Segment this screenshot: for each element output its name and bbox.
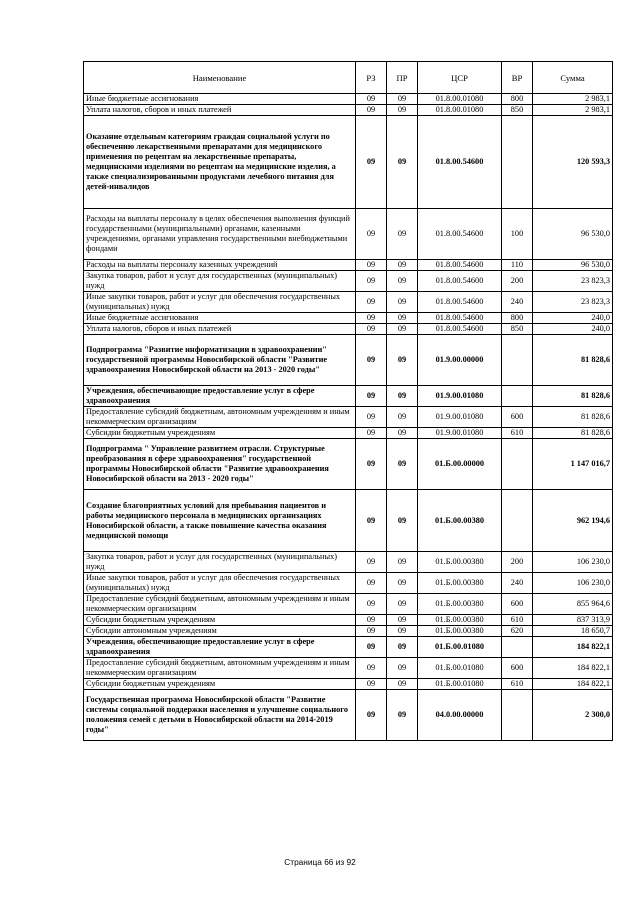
- cell-sum: 81 828,6: [533, 428, 613, 439]
- table-row: [84, 615, 613, 626]
- table-row: [84, 94, 613, 105]
- cell-csr: 01.Б.00.00380: [418, 626, 502, 637]
- table-row: [84, 637, 613, 658]
- cell-rz: 09: [356, 573, 387, 594]
- cell-vr: 800: [502, 94, 533, 105]
- header-csr: ЦСР: [418, 62, 502, 94]
- table-header-row: [84, 62, 613, 94]
- cell-sum: 184 822,1: [533, 637, 613, 658]
- cell-pr: 09: [387, 690, 418, 741]
- cell-pr: 09: [387, 209, 418, 260]
- cell-sum: 2 300,0: [533, 690, 613, 741]
- table-row: [84, 573, 613, 594]
- cell-pr: 09: [387, 94, 418, 105]
- cell-sum: 2 983,1: [533, 105, 613, 116]
- cell-vr: 110: [502, 260, 533, 271]
- cell-csr: 01.8.00.54600: [418, 271, 502, 292]
- cell-sum: 184 822,1: [533, 679, 613, 690]
- cell-pr: 09: [387, 439, 418, 490]
- table-row: [84, 116, 613, 209]
- cell-csr: 01.8.00.54600: [418, 260, 502, 271]
- cell-sum: 96 530,0: [533, 260, 613, 271]
- cell-name: Учреждения, обеспечивающие предоставление услуг в сфере здравоохранения: [84, 637, 356, 658]
- table-row: [84, 335, 613, 386]
- cell-vr: 850: [502, 105, 533, 116]
- table-row: [84, 324, 613, 335]
- cell-name: Предоставление субсидий бюджетным, автономным учреждениям и иным некоммерческим организациям: [84, 594, 356, 615]
- cell-vr: 800: [502, 313, 533, 324]
- table-row: [84, 490, 613, 552]
- cell-sum: 240,0: [533, 324, 613, 335]
- cell-sum: 18 650,7: [533, 626, 613, 637]
- cell-csr: 01.Б.00.00380: [418, 573, 502, 594]
- cell-pr: 09: [387, 594, 418, 615]
- cell-rz: 09: [356, 615, 387, 626]
- cell-pr: 09: [387, 324, 418, 335]
- cell-sum: 106 230,0: [533, 573, 613, 594]
- cell-pr: 09: [387, 552, 418, 573]
- cell-name: Предоставление субсидий бюджетным, автономным учреждениям и иным некоммерческим организациям: [84, 407, 356, 428]
- cell-name: Субсидии автономным учреждениям: [84, 626, 356, 637]
- cell-rz: 09: [356, 637, 387, 658]
- cell-rz: 09: [356, 428, 387, 439]
- cell-csr: 01.Б.00.01080: [418, 658, 502, 679]
- cell-rz: 09: [356, 271, 387, 292]
- cell-vr: [502, 116, 533, 209]
- table-row: [84, 313, 613, 324]
- cell-name: Уплата налогов, сборов и иных платежей: [84, 324, 356, 335]
- table-row: [84, 292, 613, 313]
- cell-pr: 09: [387, 490, 418, 552]
- header-name: Наименование: [84, 62, 356, 94]
- table-row: [84, 209, 613, 260]
- cell-rz: 09: [356, 407, 387, 428]
- cell-name: Иные закупки товаров, работ и услуг для обеспечения государственных (муниципальных) нужд: [84, 573, 356, 594]
- cell-vr: 600: [502, 594, 533, 615]
- cell-rz: 09: [356, 209, 387, 260]
- cell-rz: 09: [356, 658, 387, 679]
- cell-vr: 100: [502, 209, 533, 260]
- cell-pr: 09: [387, 573, 418, 594]
- table-row: [84, 679, 613, 690]
- cell-name: Субсидии бюджетным учреждениям: [84, 615, 356, 626]
- cell-csr: 01.Б.00.01080: [418, 637, 502, 658]
- cell-sum: 837 313,9: [533, 615, 613, 626]
- cell-csr: 01.Б.00.01080: [418, 679, 502, 690]
- cell-pr: 09: [387, 292, 418, 313]
- cell-csr: 01.9.00.01080: [418, 386, 502, 407]
- cell-vr: 610: [502, 679, 533, 690]
- cell-pr: 09: [387, 105, 418, 116]
- page-number: Страница 66 из 92: [284, 857, 356, 867]
- cell-csr: 01.Б.00.00380: [418, 552, 502, 573]
- cell-pr: 09: [387, 679, 418, 690]
- table-row: [84, 658, 613, 679]
- cell-name: Подпрограмма " Управление развитием отрасли. Структурные преобразования в сфере здравоохранения" государственной программы Новосибирской области "Развитие здравоохранения Новосибирской области на 2013 - 2020 годы": [84, 439, 356, 490]
- cell-name: Иные закупки товаров, работ и услуг для обеспечения государственных (муниципальных) нужд: [84, 292, 356, 313]
- table-row: [84, 428, 613, 439]
- table-row: [84, 439, 613, 490]
- cell-name: Закупка товаров, работ и услуг для государственных (муниципальных) нужд: [84, 271, 356, 292]
- cell-vr: [502, 335, 533, 386]
- header-pr: ПР: [387, 62, 418, 94]
- cell-sum: 120 593,3: [533, 116, 613, 209]
- cell-name: Субсидии бюджетным учреждениям: [84, 428, 356, 439]
- cell-name: Иные бюджетные ассигнования: [84, 94, 356, 105]
- table-body: [84, 94, 613, 741]
- cell-vr: 610: [502, 428, 533, 439]
- header-rz: РЗ: [356, 62, 387, 94]
- cell-name: Иные бюджетные ассигнования: [84, 313, 356, 324]
- table-row: [84, 105, 613, 116]
- cell-rz: 09: [356, 690, 387, 741]
- cell-vr: 200: [502, 552, 533, 573]
- cell-rz: 09: [356, 490, 387, 552]
- cell-vr: [502, 439, 533, 490]
- cell-sum: 240,0: [533, 313, 613, 324]
- cell-csr: 01.9.00.01080: [418, 407, 502, 428]
- cell-vr: [502, 386, 533, 407]
- cell-csr: 01.Б.00.00380: [418, 615, 502, 626]
- table-row: [84, 407, 613, 428]
- cell-sum: 96 530,0: [533, 209, 613, 260]
- cell-csr: 01.8.00.54600: [418, 209, 502, 260]
- cell-vr: 850: [502, 324, 533, 335]
- cell-pr: 09: [387, 313, 418, 324]
- cell-rz: 09: [356, 552, 387, 573]
- cell-vr: 600: [502, 407, 533, 428]
- cell-rz: 09: [356, 324, 387, 335]
- cell-sum: 23 823,3: [533, 292, 613, 313]
- cell-name: Уплата налогов, сборов и иных платежей: [84, 105, 356, 116]
- header-sum: Сумма: [533, 62, 613, 94]
- cell-name: Создание благоприятных условий для пребывания пациентов и работы медицинского персонала в медицинских организациях Новосибирской области, а также повышение качества оказания медицинской помощи: [84, 490, 356, 552]
- table-row: [84, 594, 613, 615]
- budget-table: [83, 61, 613, 741]
- cell-name: Учреждения, обеспечивающие предоставление услуг в сфере здравоохранения: [84, 386, 356, 407]
- table-row: [84, 552, 613, 573]
- cell-rz: 09: [356, 626, 387, 637]
- cell-pr: 09: [387, 626, 418, 637]
- cell-csr: 01.Б.00.00000: [418, 439, 502, 490]
- cell-pr: 09: [387, 428, 418, 439]
- cell-sum: 2 983,1: [533, 94, 613, 105]
- cell-csr: 01.8.00.54600: [418, 292, 502, 313]
- cell-sum: 23 823,3: [533, 271, 613, 292]
- table-row: [84, 260, 613, 271]
- cell-vr: 600: [502, 658, 533, 679]
- cell-rz: 09: [356, 335, 387, 386]
- cell-vr: 240: [502, 292, 533, 313]
- cell-vr: 200: [502, 271, 533, 292]
- cell-sum: 106 230,0: [533, 552, 613, 573]
- cell-rz: 09: [356, 94, 387, 105]
- cell-rz: 09: [356, 386, 387, 407]
- cell-name: Оказание отдельным категориям граждан социальной услуги по обеспечению лекарственными препаратами для медицинского применения по рецептам на лекарственные препараты, медицинскими изделиями по рецептам на медицинские изделия, а также специализированными продуктами лечебного питания для детей-инвалидов: [84, 116, 356, 209]
- cell-pr: 09: [387, 637, 418, 658]
- cell-rz: 09: [356, 313, 387, 324]
- cell-pr: 09: [387, 386, 418, 407]
- cell-sum: 962 194,6: [533, 490, 613, 552]
- cell-sum: 81 828,6: [533, 386, 613, 407]
- cell-name: Субсидии бюджетным учреждениям: [84, 679, 356, 690]
- cell-pr: 09: [387, 260, 418, 271]
- cell-name: Предоставление субсидий бюджетным, автономным учреждениям и иным некоммерческим организациям: [84, 658, 356, 679]
- cell-rz: 09: [356, 594, 387, 615]
- cell-name: Подпрограмма "Развитие информатизации в здравоохранении" государственной программы Новосибирской области "Развитие здравоохранения Новосибирской области на 2013 - 2020 годы": [84, 335, 356, 386]
- cell-rz: 09: [356, 260, 387, 271]
- table-row: [84, 386, 613, 407]
- cell-pr: 09: [387, 658, 418, 679]
- cell-pr: 09: [387, 271, 418, 292]
- cell-sum: 855 964,6: [533, 594, 613, 615]
- cell-csr: 01.Б.00.00380: [418, 594, 502, 615]
- cell-pr: 09: [387, 335, 418, 386]
- cell-sum: 81 828,6: [533, 407, 613, 428]
- table-row: [84, 690, 613, 741]
- cell-rz: 09: [356, 439, 387, 490]
- cell-csr: 01.8.00.01080: [418, 105, 502, 116]
- cell-rz: 09: [356, 679, 387, 690]
- cell-pr: 09: [387, 615, 418, 626]
- cell-name: Закупка товаров, работ и услуг для государственных (муниципальных) нужд: [84, 552, 356, 573]
- cell-csr: 01.8.00.54600: [418, 324, 502, 335]
- cell-csr: 01.Б.00.00380: [418, 490, 502, 552]
- cell-vr: 610: [502, 615, 533, 626]
- cell-rz: 09: [356, 105, 387, 116]
- cell-vr: 240: [502, 573, 533, 594]
- cell-sum: 81 828,6: [533, 335, 613, 386]
- cell-pr: 09: [387, 116, 418, 209]
- cell-csr: 01.8.00.01080: [418, 94, 502, 105]
- cell-csr: 01.8.00.54600: [418, 116, 502, 209]
- table-row: [84, 626, 613, 637]
- header-vr: ВР: [502, 62, 533, 94]
- cell-vr: [502, 637, 533, 658]
- table-row: [84, 271, 613, 292]
- cell-csr: 01.9.00.01080: [418, 428, 502, 439]
- cell-csr: 01.8.00.54600: [418, 313, 502, 324]
- cell-csr: 01.9.00.00000: [418, 335, 502, 386]
- cell-vr: [502, 490, 533, 552]
- cell-name: Расходы на выплаты персоналу казенных учреждений: [84, 260, 356, 271]
- cell-name: Государственная программа Новосибирской области "Развитие системы социальной поддержки населения и улучшение социального положения семей с детьми в Новосибирской области на 2014-2019 годы": [84, 690, 356, 741]
- cell-csr: 04.0.00.00000: [418, 690, 502, 741]
- cell-pr: 09: [387, 407, 418, 428]
- cell-sum: 1 147 016,7: [533, 439, 613, 490]
- cell-rz: 09: [356, 292, 387, 313]
- cell-name: Расходы на выплаты персоналу в целях обеспечения выполнения функций государственными (муниципальными) органами, казенными учреждениями, органами управления государственными внебюджетными фондами: [84, 209, 356, 260]
- cell-vr: 620: [502, 626, 533, 637]
- cell-sum: 184 822,1: [533, 658, 613, 679]
- cell-vr: [502, 690, 533, 741]
- cell-rz: 09: [356, 116, 387, 209]
